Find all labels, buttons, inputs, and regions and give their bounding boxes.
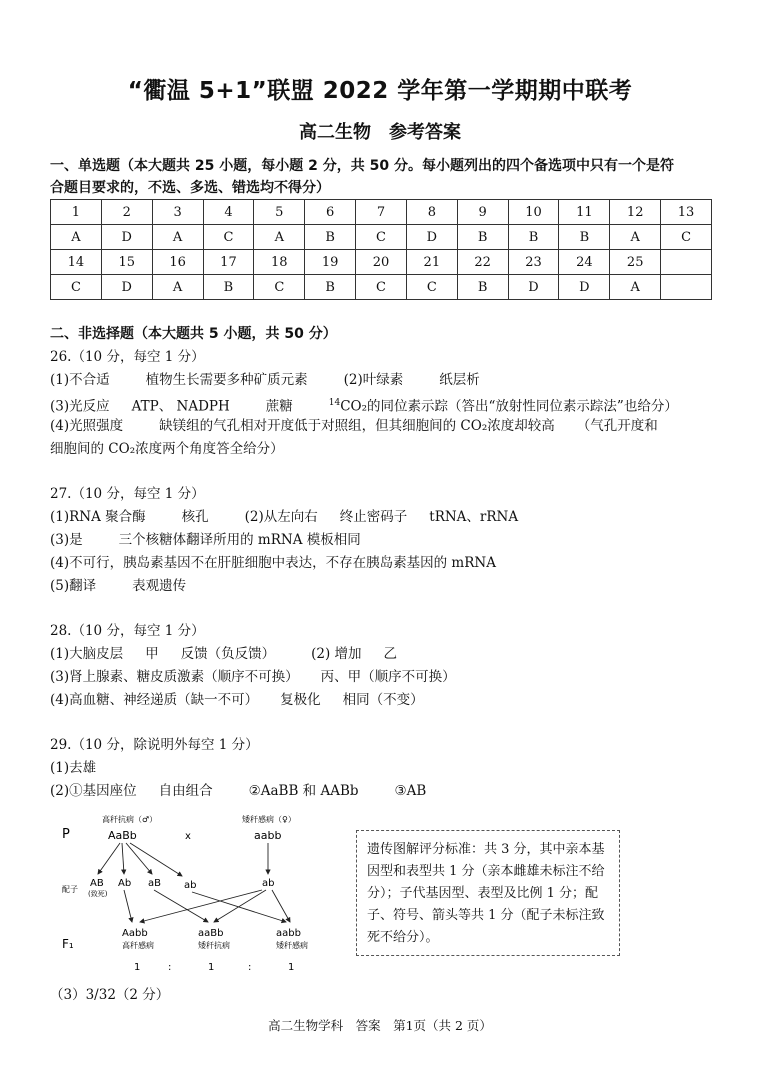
q28-ans: 乙 [383,646,398,662]
q28-line3 [50,689,424,711]
arrow-p2ab-to-aabb [272,890,290,922]
ratio-separator: : [248,962,252,973]
question-number-cell: 24 [559,250,610,275]
question-number-cell: 13 [661,200,712,225]
question-number-cell: 6 [305,200,356,225]
exam-title: “衢温 5+1”联盟 2022 学年第一学期期中联考 [127,78,633,104]
q27-ans: 表观遗传 [132,578,187,594]
q26-header: 26.（10 分，每空 1 分） [50,349,205,365]
arrow-Ab-to-Aabb [124,890,132,922]
q28-header: 28.（10 分，每空 1 分） [50,623,205,639]
question-number-cell: 25 [610,250,661,275]
section2-heading: 二、非选择题（本大题共 5 小题，共 50 分） [50,326,337,342]
q27-header: 27.（10 分，每空 1 分） [50,486,205,502]
q28-ans: 反馈（负反馈） [180,646,276,662]
cross-symbol: x [185,831,191,842]
answer-cell: A [254,225,305,250]
gamete-AB: AB [90,878,104,889]
q29-header: 29.（10 分，除说明外每空 1 分） [50,737,259,753]
gamete-aB: aB [148,878,161,889]
answer-cell: A [51,225,102,250]
arrow-parent1-ab [130,843,182,876]
scoring-criteria-box: 遗传图解评分标准：共 3 分，其中亲本基因型和表型共 1 分（亲本雌雄未标注不给分）；子代基因型、表型及比例 1 分；配子、符号、箭头等共 1 分（配子未标注致死不给分）。 [356,830,620,956]
q28-ans: (1)大脑皮层 [50,646,124,662]
subject-label: 高二生物 [299,122,371,143]
answer-cell: B [457,225,508,250]
q26-line2 [50,392,678,418]
arrow-parent1-aB [126,843,152,874]
answer-cell: D [559,275,610,300]
answer-row-1 [51,225,712,250]
q26-isotope-sup: 14 [328,398,341,408]
doc-type-label: 参考答案 [389,122,461,143]
gamete-ab: ab [184,880,197,891]
parent1-genotype: AaBb [108,829,137,842]
ratio-value: 1 [134,962,141,973]
q28-ans: 复极化 [280,692,321,708]
answer-cell: C [406,275,457,300]
q28-ans: (4)高血糖、神经递质（缺一不可） [50,692,259,708]
parent1-phenotype: 高秆抗病（♂） [102,815,158,824]
answer-cell: D [101,225,152,250]
question-number-cell: 5 [254,200,305,225]
offspring-phenotype: 矮秆感病 [276,941,308,950]
q26-line1 [50,369,480,391]
offspring-phenotype: 高秆感病 [122,941,154,950]
question-number-cell: 4 [203,200,254,225]
page-footer: 高二生物学科 答案 第1页（共 2 页） [268,1018,492,1033]
q29-ans: ③AB [394,783,427,799]
question-number-cell: 12 [610,200,661,225]
question-number-cell: 3 [152,200,203,225]
answer-cell: B [305,225,356,250]
question-number-cell: 19 [305,250,356,275]
offspring-phenotype: 矮秆抗病 [198,941,230,950]
question-number-cell: 14 [51,250,102,275]
section1-instructions-line1: 一、单选题（本大题共 25 小题，每小题 2 分，共 50 分。每小题列出的四个备选项中只有一个是符 [50,158,674,174]
gamete-parent2-ab: ab [262,878,275,889]
q27-ans: 三个核糖体翻译所用的 mRNA 模板相同 [118,532,361,548]
q27-ans: tRNA、rRNA [429,509,519,525]
answer-cell: A [610,275,661,300]
answer-cell: C [203,225,254,250]
question-number-cell: 2 [101,200,152,225]
question-number-cell: 21 [406,250,457,275]
q26-line3 [50,415,658,437]
answer-cell: B [559,225,610,250]
question-number-cell: 10 [508,200,559,225]
offspring-genotype: aaBb [198,928,224,939]
q27-line3: (4)不可行，胰岛素基因不在肝脏细胞中表达，不存在胰岛素基因的 mRNA [50,555,496,571]
q28-ans: (2) 增加 [311,646,362,662]
question-number-cell: 20 [356,250,407,275]
parent2-phenotype: 矮秆感病（♀） [242,815,296,824]
q29-line1: (1)去雄 [50,760,97,776]
answer-cell: D [101,275,152,300]
answer-row-2 [51,275,712,300]
q26-line4: 细胞间的 CO₂浓度两个角度答全给分） [50,441,284,457]
question-number-cell: 11 [559,200,610,225]
q27-ans: 核孔 [181,509,209,525]
question-number-cell: 17 [203,250,254,275]
ratio-value: 1 [208,962,215,973]
answer-cell: C [356,225,407,250]
answer-cell: B [305,275,356,300]
question-number-cell: 1 [51,200,102,225]
question-number-row-1 [51,200,712,225]
answer-cell: C [254,275,305,300]
q26-ans: (1)不合适 [50,372,110,388]
question-number-cell: 7 [356,200,407,225]
offspring-genotype: aabb [276,928,301,939]
answer-cell: C [661,225,712,250]
p-generation-label: P [62,827,70,842]
q26-ans: CO₂的同位素示踪（答出“放射性同位素示踪法”也给分） [340,398,678,415]
answer-cell: B [203,275,254,300]
answer-cell: A [152,275,203,300]
answer-cell: A [152,225,203,250]
ratio-separator: : [168,962,172,973]
answer-cell: D [406,225,457,250]
q26-ans: (4)光照强度 [50,418,124,434]
answer-cell [661,275,712,300]
answer-cell: B [508,225,559,250]
arrow-p2ab-to-aaBb [214,890,266,922]
question-number-cell: 18 [254,250,305,275]
q26-ans: 纸层析 [439,372,480,388]
answer-cell: C [356,275,407,300]
q29-line2 [50,780,426,802]
gamete-Ab: Ab [118,878,132,889]
genetic-cross-diagram [50,808,350,978]
parent2-genotype: aabb [254,829,282,842]
question-number-row-2 [51,250,712,275]
q28-ans: 相同（不变） [342,692,424,708]
offspring-genotype: Aabb [122,928,148,939]
answer-subtitle [0,118,760,144]
q29-ans: 自由组合 [158,783,213,799]
q29-ans: ②AaBB 和 AABb [248,783,359,799]
question-number-cell: 22 [457,250,508,275]
question-number-cell: 9 [457,200,508,225]
q28-line1 [50,643,397,665]
gamete-row-label: 配子 [62,885,78,894]
q27-ans: (1)RNA 聚合酶 [50,509,146,525]
q28-ans: 丙、甲（顺序不可换） [320,669,456,685]
question-number-cell: 8 [406,200,457,225]
q27-line2 [50,529,361,551]
gamete-lethal-note: (致死) [88,890,108,898]
q27-line1 [50,506,518,528]
question-number-cell: 23 [508,250,559,275]
q26-ans: 蔗糖 [265,398,293,415]
q28-ans: (3)肾上腺素、糖皮质激素（顺序不可换） [50,669,299,685]
q29-part3: （3）3/32（2 分） [50,987,170,1003]
q26-ans: 缺镁组的气孔相对开度低于对照组，但其细胞间的 CO₂浓度却较高 [159,418,555,434]
q27-ans: (5)翻译 [50,578,97,594]
q26-ans: 植物生长需要多种矿质元素 [145,372,308,388]
arrow-parent1-AB [98,843,120,874]
answer-table [50,199,712,300]
q26-ans: (2)叶绿素 [343,372,404,388]
question-number-cell: 15 [101,250,152,275]
q26-ans: ATP、 NADPH [131,398,230,415]
answer-cell: A [610,225,661,250]
q27-ans: 终止密码子 [339,509,408,525]
question-number-cell: 16 [152,250,203,275]
section1-instructions-line2: 合题目要求的，不选、多选、错选均不得分） [50,180,330,196]
q29-ans: (2)①基因座位 [50,783,137,799]
q26-ans: (3)光反应 [50,398,110,415]
q26-ans: （气孔开度和 [576,418,658,434]
q27-ans: (3)是 [50,532,83,548]
f1-generation-label: F₁ [62,937,74,951]
q27-ans: (2)从左向右 [244,509,318,525]
ratio-value: 1 [288,962,295,973]
answer-cell: D [508,275,559,300]
q27-line4 [50,575,186,597]
answer-cell: B [457,275,508,300]
answer-cell: C [51,275,102,300]
arrow-parent1-Ab [122,843,124,874]
q28-ans: 甲 [145,646,159,662]
q28-line2 [50,666,456,688]
question-number-cell [661,250,712,275]
